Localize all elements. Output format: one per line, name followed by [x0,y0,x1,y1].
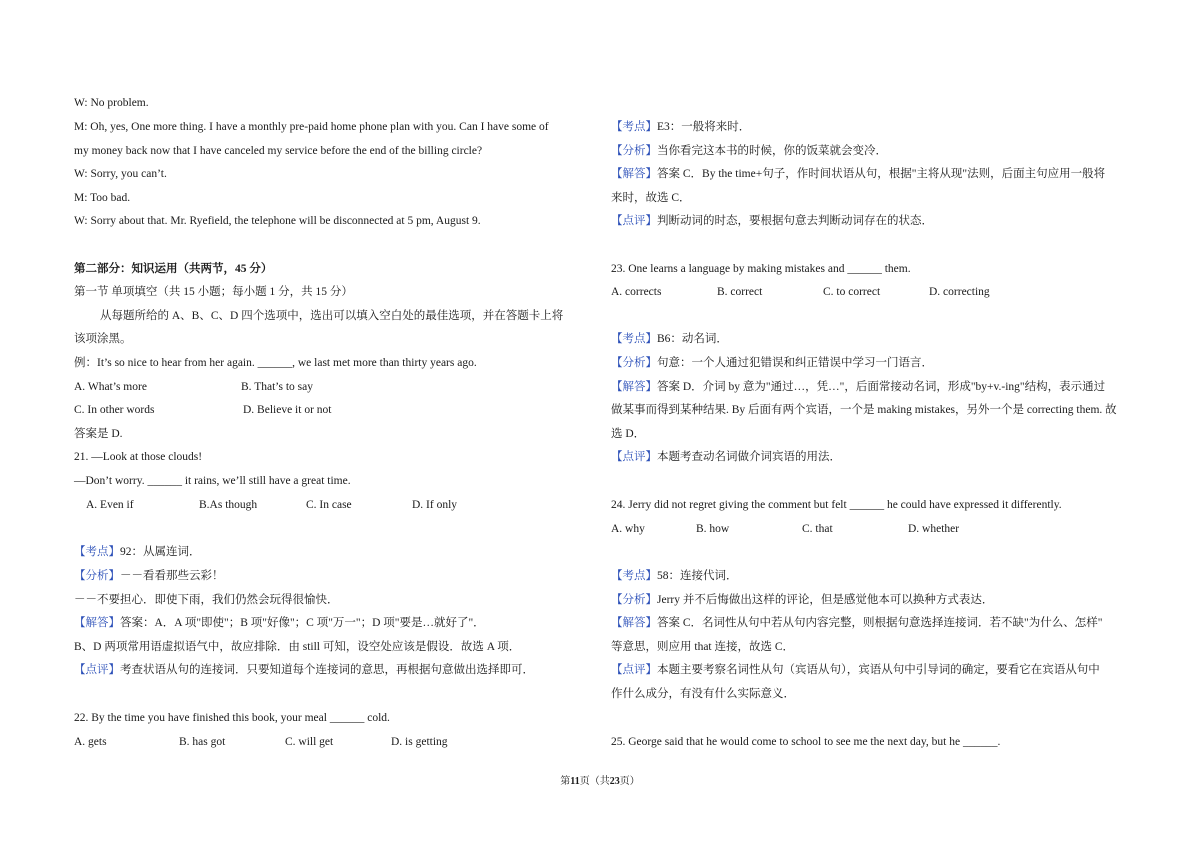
option-c: C. In case [306,499,352,511]
option-d: D. Believe it or not [243,404,332,416]
dialogue-line: W: Sorry about that. Mr. Ryefield, the telephone will be disconnected at 5 pm, August 9. [74,215,481,227]
tag-label: 【考点】 [611,121,657,133]
option-a: A. why [611,523,645,535]
tag-label: 【解答】 [611,617,657,629]
option-b: B. That’s to say [241,381,313,393]
solution: 【解答】答案 C．By the time+句子，作时间状语从句，根据"主将从现"法则，后面主句应用一般将 [611,168,1106,180]
option-a: A. gets [74,736,107,748]
comment: 【点评】本题考查动名词做介词宾语的用法． [611,451,841,463]
section-heading: 第一节 单项填空（共 15 小题；每小题 1 分，共 15 分） [74,286,353,298]
question-23: 23. One learns a language by making mistakes and ______ them. [611,263,911,275]
instruction-text: 该项涂黑。 [74,333,132,345]
page-number: 11 [570,776,580,787]
example-answer: 答案是 D. [74,428,123,440]
instruction-text: 从每题所给的 A、B、C、D 四个选项中，选出可以填入空白处的最佳选项，并在答题卡上将 [100,310,564,322]
dialogue-line: W: No problem. [74,97,149,109]
option-c: C. will get [285,736,334,748]
analysis: 【分析】句意：一个人通过犯错误和纠正错误中学习一门语言． [611,357,933,369]
comment: 【点评】考查状语从句的连接词．只要知道每个连接词的意思，再根据句意做出选择即可． [74,664,534,676]
tag-label: 【分析】 [611,594,657,606]
dialogue-line: my money back now that I have canceled my service before the end of the billing circle? [74,145,483,157]
comment-line: 作什么成分，有没有什么实际意义． [611,688,795,700]
knowledge-point: 【考点】92：从属连词． [74,546,201,558]
solution-line: 等意思，则应用 that 连接，故选 C． [611,641,795,653]
question-21-text: —Don’t worry. ______ it rains, we’ll still have a great time. [74,475,351,487]
page-total: 23 [609,776,620,787]
analysis: 【分析】Jerry 并不后悔做出这样的评论，但是感觉他本可以换种方式表达． [611,594,994,606]
tag-label: 【点评】 [74,664,120,676]
analysis: 【分析】－－看看那些云彩！ [74,570,224,582]
option-c: C. In other words [74,404,155,416]
analysis-line: －－不要担心．即使下雨，我们仍然会玩得很愉快． [74,594,339,606]
tag-label: 【解答】 [74,617,120,629]
tag-label: 【考点】 [611,333,657,345]
page-footer: 第11页（共23页） [560,776,640,787]
option-d: D. is getting [391,736,448,748]
example-question: 例：It’s so nice to hear from her again. ______, we last met more than thirty years ago. [74,357,477,369]
option-d: D. correcting [929,286,990,298]
tag-label: 【分析】 [611,357,657,369]
solution: 【解答】答案 C．名词性从句中若从句内容完整，则根据句意选择连接词．若不缺"为什么、怎样" [611,617,1103,629]
question-21: 21. —Look at those clouds! [74,451,203,463]
tag-label: 【解答】 [611,381,657,393]
dialogue-line: M: Oh, yes, One more thing. I have a monthly pre-paid home phone plan with you. Can I have some of [74,121,549,133]
option-d: D. whether [908,523,960,535]
tag-label: 【解答】 [611,168,657,180]
option-b: B.As though [199,499,258,511]
question-24: 24. Jerry did not regret giving the comment but felt ______ he could have expressed it differently. [611,499,1062,511]
solution-line: 做某事而得到某种结果. By 后面有两个宾语，一个是 making mistakes，另外一个是 correcting them. 故 [611,404,1117,416]
option-b: B. how [696,523,730,535]
knowledge-point: 【考点】E3：一般将来时． [611,121,751,133]
knowledge-point: 【考点】B6：动名词． [611,333,728,345]
part-heading: 第二部分：知识运用（共两节，45 分） [74,263,273,275]
solution-line: B、D 两项常用语虚拟语气中，故应排除．由 still 可知，设空处应该是假设．故选 A 项． [74,641,521,653]
solution-line: 来时，故选 C． [611,192,691,204]
dialogue-line: M: Too bad. [74,192,131,204]
option-b: B. correct [717,286,763,298]
option-a: A. Even if [86,499,134,511]
tag-label: 【点评】 [611,451,657,463]
solution-line: 选 D． [611,428,646,440]
option-a: A. What’s more [74,381,147,393]
question-22: 22. By the time you have finished this book, your meal ______ cold. [74,712,390,724]
comment: 【点评】本题主要考察名词性从句（宾语从句），宾语从句中引导词的确定，要看它在宾语从句中 [611,664,1100,676]
option-b: B. has got [179,736,226,748]
option-c: C. to correct [823,286,881,298]
comment: 【点评】判断动词的时态，要根据句意去判断动词存在的状态． [611,215,933,227]
option-c: C. that [802,523,833,535]
question-25: 25. George said that he would come to school to see me the next day, but he ______. [611,736,1001,748]
option-d: D. If only [412,499,458,511]
tag-label: 【考点】 [611,570,657,582]
knowledge-point: 【考点】58：连接代词． [611,570,738,582]
solution: 【解答】答案：A．A 项"即使"；B 项"好像"；C 项"万一"；D 项"要是…就好了"． [74,617,485,629]
tag-label: 【考点】 [74,546,120,558]
tag-label: 【点评】 [611,664,657,676]
tag-label: 【分析】 [611,145,657,157]
option-a: A. corrects [611,286,662,298]
dialogue-line: W: Sorry, you can’t. [74,168,167,180]
tag-label: 【分析】 [74,570,120,582]
solution: 【解答】答案 D．介词 by 意为"通过…，凭…"，后面常接动名词，形成"by+v.-ing"结构，表示通过 [611,381,1106,393]
tag-label: 【点评】 [611,215,657,227]
analysis: 【分析】当你看完这本书的时候，你的饭菜就会变冷． [611,145,887,157]
